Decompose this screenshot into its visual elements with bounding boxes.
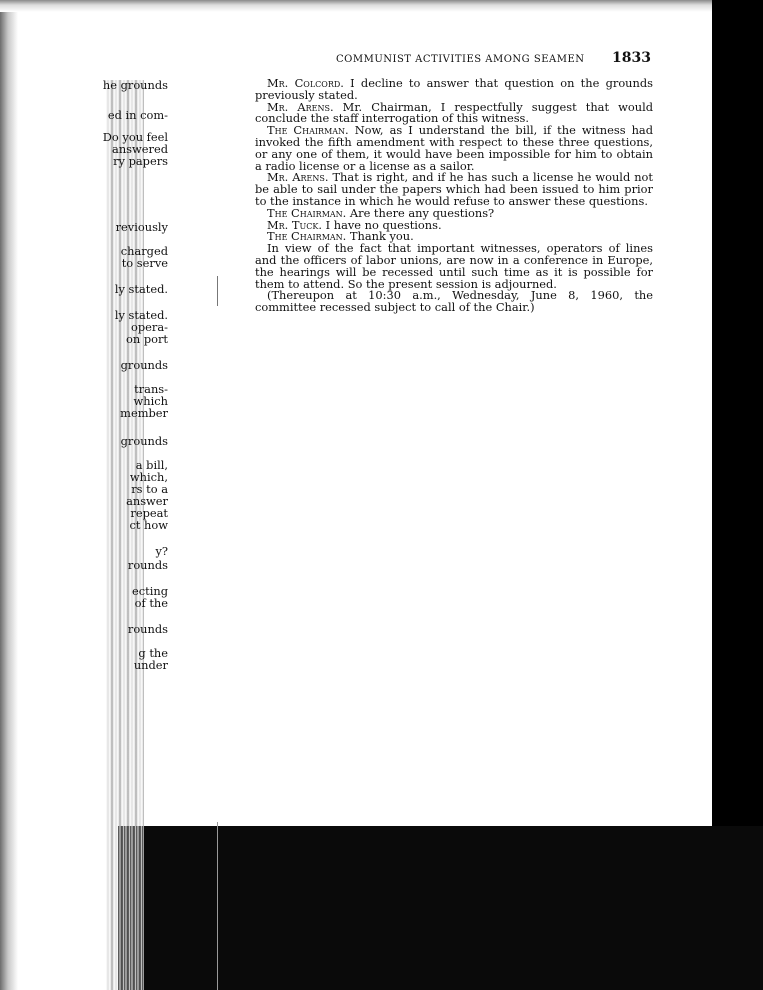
left-page-fragment: trans- bbox=[134, 382, 168, 396]
left-page-fragment: he grounds bbox=[102, 78, 168, 92]
left-page-fragment: reviously bbox=[115, 220, 168, 234]
page-number: 1833 bbox=[612, 50, 651, 66]
left-page-fragment: member bbox=[120, 406, 168, 420]
paragraph-text: Are there any questions? bbox=[346, 205, 495, 220]
speaker-name: The Chairman. bbox=[267, 123, 349, 138]
speaker-name: The Chairman. bbox=[267, 229, 347, 244]
paragraph-text: Now, as I understand the bill, if the witness had invoked the fifth amendment with respect to these three questions, or any one of them, it would have been impossible for him to obtain a radio license or a license as a sailor. bbox=[255, 123, 654, 173]
top-edge-shadow bbox=[0, 0, 712, 12]
speaker-name: Mr. Arens. bbox=[267, 170, 329, 185]
left-page-fragment: ct how bbox=[129, 518, 168, 532]
paragraph bbox=[255, 125, 653, 172]
paragraph-text: I decline to answer that question on the grounds previously stated. bbox=[255, 76, 653, 102]
speaker-name: Mr. Colcord. bbox=[267, 76, 344, 90]
paragraph bbox=[255, 99, 654, 126]
left-page-fragment: ecting bbox=[132, 584, 168, 598]
left-page-fragment: grounds bbox=[120, 434, 168, 448]
speaker-name: The Chairman. bbox=[267, 205, 347, 220]
left-page-fragment: ly stated. bbox=[114, 308, 168, 322]
running-head: COMMUNIST ACTIVITIES AMONG SEAMEN bbox=[336, 54, 585, 65]
paragraph-text: (Thereupon at 10:30 a.m., Wednesday, June 8, 1960, the committee recessed subject to call of the Chair.) bbox=[255, 288, 653, 315]
left-binding-shadow bbox=[0, 0, 104, 990]
left-page-fragment: rs to a bbox=[131, 482, 168, 496]
left-page-fragment: ry papers bbox=[113, 154, 168, 168]
left-page-fragment: rounds bbox=[127, 622, 168, 636]
margin-rule-lower bbox=[217, 822, 218, 990]
left-page-fragment: on port bbox=[126, 332, 168, 346]
left-page-fragment: g the bbox=[138, 646, 168, 660]
left-page-fragment: grounds bbox=[120, 358, 168, 372]
paragraph bbox=[255, 290, 653, 314]
left-page-fragment: charged bbox=[120, 244, 168, 258]
margin-rule bbox=[217, 276, 218, 306]
speaker-name: Mr. Tuck. bbox=[267, 217, 322, 232]
body-text bbox=[255, 78, 653, 314]
left-page-fragment: which, bbox=[129, 470, 168, 484]
left-page-fragment: to serve bbox=[121, 256, 168, 270]
left-page-fragment: rounds bbox=[127, 558, 168, 572]
paragraph-text: Thank you. bbox=[346, 229, 414, 244]
left-page-fragment: a bill, bbox=[135, 458, 168, 472]
paragraph bbox=[255, 243, 653, 290]
paragraph bbox=[255, 78, 653, 102]
left-page-fragment: of the bbox=[134, 596, 168, 610]
left-page-fragment: Do you feel bbox=[102, 130, 168, 144]
left-page-fragment: y? bbox=[155, 544, 168, 558]
paragraph-text: That is right, and if he has such a license he would not be able to sail under the papers which had been issued to him prior to the instance in which he would refuse to answer these questions. bbox=[255, 170, 653, 208]
left-page-fragment: answered bbox=[112, 142, 168, 156]
left-page-fragment: answer bbox=[126, 494, 168, 508]
left-page-fragment: repeat bbox=[130, 506, 168, 520]
scan-background-bottom bbox=[140, 826, 763, 990]
paragraph bbox=[255, 172, 653, 207]
left-page-fragment: under bbox=[133, 658, 168, 672]
speaker-name: Mr. Arens. bbox=[267, 99, 334, 114]
gutter-bottom-shadow bbox=[118, 826, 144, 990]
paragraph-text: Mr. Chairman, I respectfully suggest that would conclude the staff interrogation of this witness. bbox=[255, 99, 654, 126]
left-page-fragment: which bbox=[133, 394, 168, 408]
left-page-fragment: ed in com- bbox=[107, 108, 168, 122]
paragraph-text: I have no questions. bbox=[322, 217, 442, 232]
left-page-fragment: ly stated. bbox=[114, 282, 168, 296]
left-page-fragment: opera- bbox=[131, 320, 168, 334]
paragraph-text: In view of the fact that important witnesses, operators of lines and the officers of labor unions, are now in a conference in Europe, the hearings will be recessed until such time as it is possible for them to attend. So the present session is adjourned. bbox=[255, 241, 653, 291]
